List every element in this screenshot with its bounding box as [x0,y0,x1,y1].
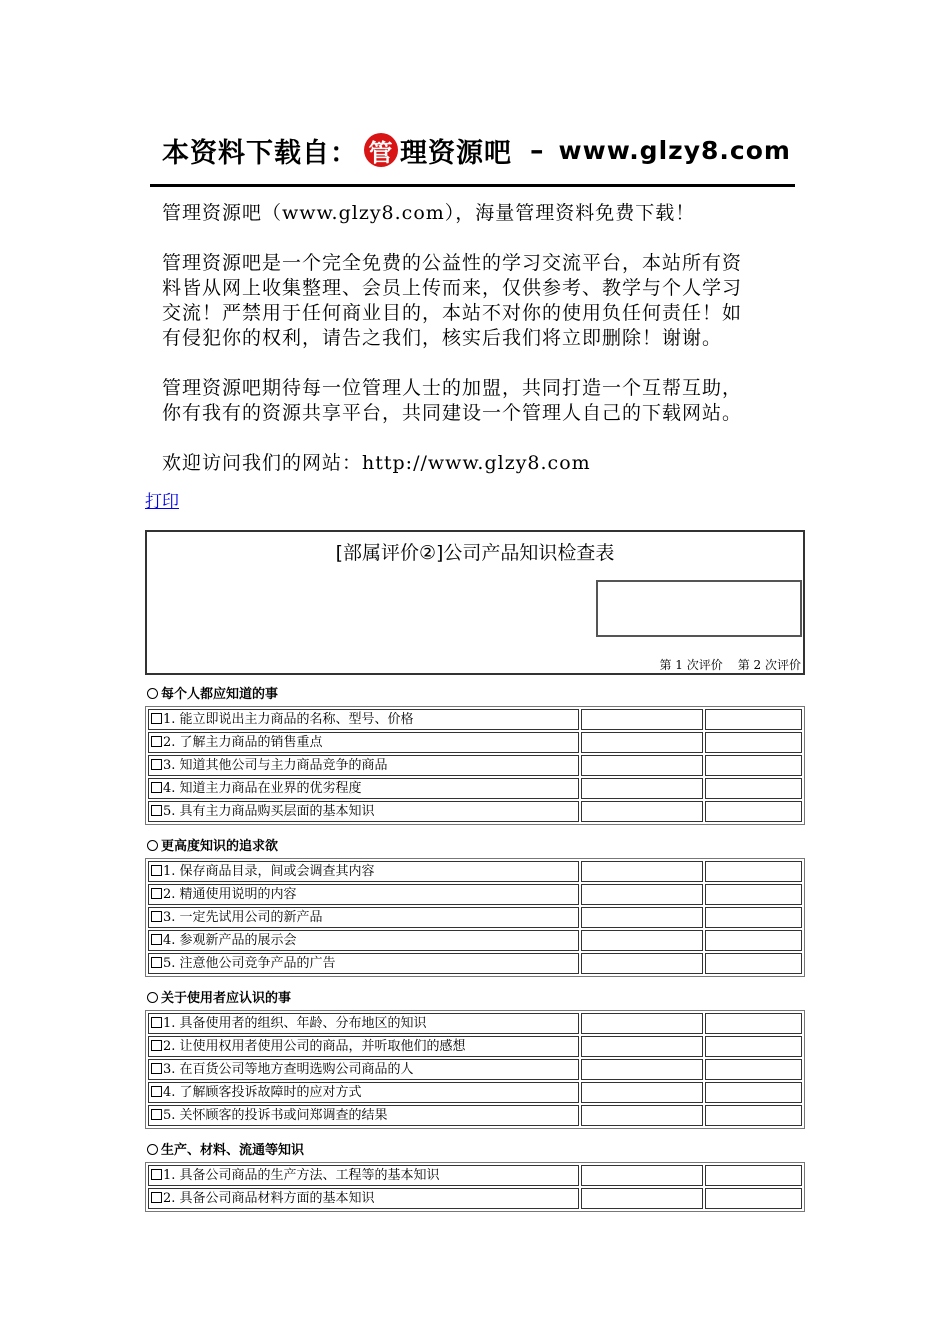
banner-para-3 [162,376,795,426]
checkbox-icon[interactable] [151,888,162,899]
section-title [147,835,278,854]
item-cell [148,755,579,776]
eval-2-cell[interactable] [705,1013,802,1034]
item-text: 2. 精通使用说明的内容 [163,887,297,902]
banner-line: 你有我有的资源共享平台，共同建设一个管理人自己的下载网站。 [162,402,743,424]
eval-2-cell[interactable] [705,732,802,753]
checkbox-icon[interactable] [151,957,162,968]
checkbox-icon[interactable] [151,782,162,793]
banner-line: 交流！严禁用于任何商业目的，本站不对你的使用负任何责任！如 [162,302,743,324]
circle-icon [147,992,158,1003]
banner-divider [150,184,795,187]
banner-para-1: 管理资源吧（www.glzy8.com），海量管理资料免费下载！ [162,202,696,224]
item-cell [148,1059,579,1080]
table-row [148,1165,802,1186]
eval-1-cell[interactable] [581,1105,703,1126]
banner-dash: – [530,134,545,166]
eval-1-cell[interactable] [581,907,703,928]
table-row [148,930,802,951]
eval-1-cell[interactable] [581,953,703,974]
checkbox-icon[interactable] [151,1192,162,1203]
circle-icon [147,688,158,699]
table-row [148,884,802,905]
table-row [148,1013,802,1034]
eval-2-cell[interactable] [705,801,802,822]
eval-2-cell[interactable] [705,1059,802,1080]
item-cell [148,801,579,822]
banner-site-name: 理资源吧 [400,137,512,169]
item-cell [148,1082,579,1103]
table-row [148,1036,802,1057]
banner-para-4: 欢迎访问我们的网站：http://www.glzy8.com [162,452,591,474]
banner-line: 有侵犯你的权利，请告之我们，核实后我们将立即删除！谢谢。 [162,327,723,349]
item-text: 2. 了解主力商品的销售重点 [163,735,323,750]
eval-1-cell[interactable] [581,1082,703,1103]
eval-2-cell[interactable] [705,861,802,882]
eval-2-cell[interactable] [705,1105,802,1126]
item-text: 4. 参观新产品的展示会 [163,933,297,948]
eval-1-cell[interactable] [581,861,703,882]
eval-1-label: 第 1 次评价 [659,658,723,672]
checkbox-icon[interactable] [151,1017,162,1028]
item-cell [148,930,579,951]
table-row [148,755,802,776]
item-cell [148,1188,579,1209]
section-title [147,1139,304,1158]
eval-1-cell[interactable] [581,755,703,776]
item-cell [148,953,579,974]
item-text: 1. 具备公司商品的生产方法、工程等的基本知识 [163,1168,440,1183]
form-header [145,530,805,675]
logo-icon: 管 [364,133,398,167]
item-text: 3. 一定先试用公司的新产品 [163,910,323,925]
eval-2-cell[interactable] [705,1188,802,1209]
section-title-text: 关于使用者应认识的事 [161,991,292,1006]
item-text: 5. 注意他公司竞争产品的广告 [163,956,336,971]
table-row [148,1059,802,1080]
eval-1-cell[interactable] [581,930,703,951]
section-title [147,987,291,1006]
table-row [148,907,802,928]
banner-title-prefix: 本资料下载自： [162,137,358,169]
section-title-text: 生产、材料、流通等知识 [161,1143,305,1158]
item-text: 4. 了解顾客投诉故障时的应对方式 [163,1085,362,1100]
table-row [148,732,802,753]
item-cell [148,1105,579,1126]
table-row [148,778,802,799]
table-row [148,709,802,730]
item-cell [148,884,579,905]
rating-box[interactable] [596,580,802,637]
checklist-table [145,858,805,977]
checkbox-icon[interactable] [151,934,162,945]
item-text: 3. 在百货公司等地方查明选购公司商品的人 [163,1062,414,1077]
table-row [148,861,802,882]
banner-text [150,201,795,476]
eval-1-cell[interactable] [581,709,703,730]
eval-1-cell[interactable] [581,732,703,753]
section-title-text: 每个人都应知道的事 [161,687,279,702]
table-row [148,1105,802,1126]
banner-url: www.glzy8.com [558,135,791,165]
evaluation-labels [659,656,801,673]
item-cell [148,732,579,753]
eval-1-cell[interactable] [581,1059,703,1080]
item-text: 1. 具备使用者的组织、年龄、分布地区的知识 [163,1016,427,1031]
item-text: 2. 让使用权用者使用公司的商品，并听取他们的感想 [163,1039,466,1054]
checkbox-icon[interactable] [151,1063,162,1074]
checkbox-icon[interactable] [151,1086,162,1097]
eval-1-cell[interactable] [581,1013,703,1034]
eval-2-cell[interactable] [705,907,802,928]
form-title: [部属评价②]公司产品知识检查表 [335,542,615,564]
checkbox-icon[interactable] [151,736,162,747]
item-cell [148,1165,579,1186]
checkbox-icon[interactable] [151,1109,162,1120]
item-cell [148,1013,579,1034]
table-row [148,801,802,822]
item-text: 2. 具备公司商品材料方面的基本知识 [163,1191,375,1206]
eval-2-cell[interactable] [705,1165,802,1186]
item-text: 1. 能立即说出主力商品的名称、型号、价格 [163,712,414,727]
checkbox-icon[interactable] [151,1040,162,1051]
item-text: 3. 知道其他公司与主力商品竞争的商品 [163,758,388,773]
eval-2-cell[interactable] [705,930,802,951]
eval-2-cell[interactable] [705,1036,802,1057]
checkbox-icon[interactable] [151,865,162,876]
eval-2-cell[interactable] [705,1082,802,1103]
checkbox-icon[interactable] [151,911,162,922]
checkbox-icon[interactable] [151,805,162,816]
eval-1-cell[interactable] [581,884,703,905]
table-row [148,1188,802,1209]
item-cell [148,709,579,730]
banner-line: 管理资源吧期待每一位管理人士的加盟，共同打造一个互帮互助， [162,377,743,399]
circle-icon [147,1144,158,1155]
item-text: 4. 知道主力商品在业界的优劣程度 [163,781,362,796]
checklist-table [145,1010,805,1129]
download-banner [150,120,795,476]
checkbox-icon[interactable] [151,1169,162,1180]
table-row [148,1082,802,1103]
checklist-table [145,706,805,825]
checklist-table [145,1162,805,1212]
eval-1-cell[interactable] [581,1188,703,1209]
banner-line: 料皆从网上收集整理、会员上传而来，仅供参考、教学与个人学习 [162,277,743,299]
eval-2-cell[interactable] [705,953,802,974]
banner-title [150,120,795,180]
checkbox-icon[interactable] [151,713,162,724]
item-text: 5. 具有主力商品购买层面的基本知识 [163,804,375,819]
banner-line: 管理资源吧是一个完全免费的公益性的学习交流平台，本站所有资 [162,252,743,274]
section-title [147,683,278,702]
print-link[interactable]: 打印 [145,492,179,512]
eval-2-cell[interactable] [705,884,802,905]
item-cell [148,1036,579,1057]
section-title-text: 更高度知识的追求欲 [161,839,279,854]
banner-para-2 [162,251,795,351]
eval-1-cell[interactable] [581,1036,703,1057]
item-cell [148,861,579,882]
item-cell [148,907,579,928]
eval-1-cell[interactable] [581,778,703,799]
item-text: 1. 保存商品目录，间或会调查其内容 [163,864,375,879]
eval-2-cell[interactable] [705,709,802,730]
eval-2-label: 第 2 次评价 [737,658,801,672]
eval-2-cell[interactable] [705,778,802,799]
eval-1-cell[interactable] [581,801,703,822]
item-cell [148,778,579,799]
eval-1-cell[interactable] [581,1165,703,1186]
table-row [148,953,802,974]
eval-2-cell[interactable] [705,755,802,776]
item-text: 5. 关怀顾客的投诉书或问郑调查的结果 [163,1108,388,1123]
checkbox-icon[interactable] [151,759,162,770]
circle-icon [147,840,158,851]
